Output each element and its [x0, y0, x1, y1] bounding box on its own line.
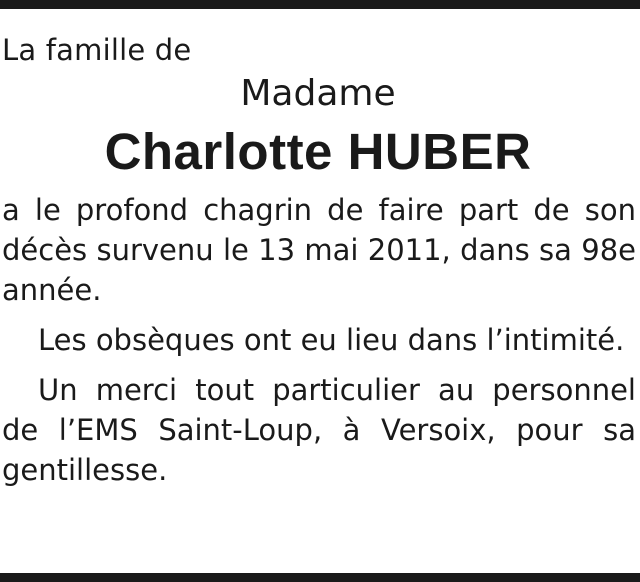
announcement-paragraph: a le profond chagrin de faire part de son décès survenu le 13 mai 2011, dans sa 98e année.: [2, 193, 636, 307]
funeral-paragraph: Les obsèques ont eu lieu dans l’intimité.: [38, 323, 625, 357]
intro-line: La famille de: [2, 33, 192, 67]
bottom-border-rule: [0, 573, 640, 582]
obituary-notice: [0, 30, 636, 490]
honorific-title: Madame: [240, 73, 396, 114]
thanks-paragraph: Un merci tout particulier au personnel de l’EMS Saint-Loup, à Versoix, pour sa gentillesse.: [2, 373, 636, 487]
top-border-rule: [0, 0, 640, 9]
deceased-name: Charlotte HUBER: [104, 123, 532, 180]
